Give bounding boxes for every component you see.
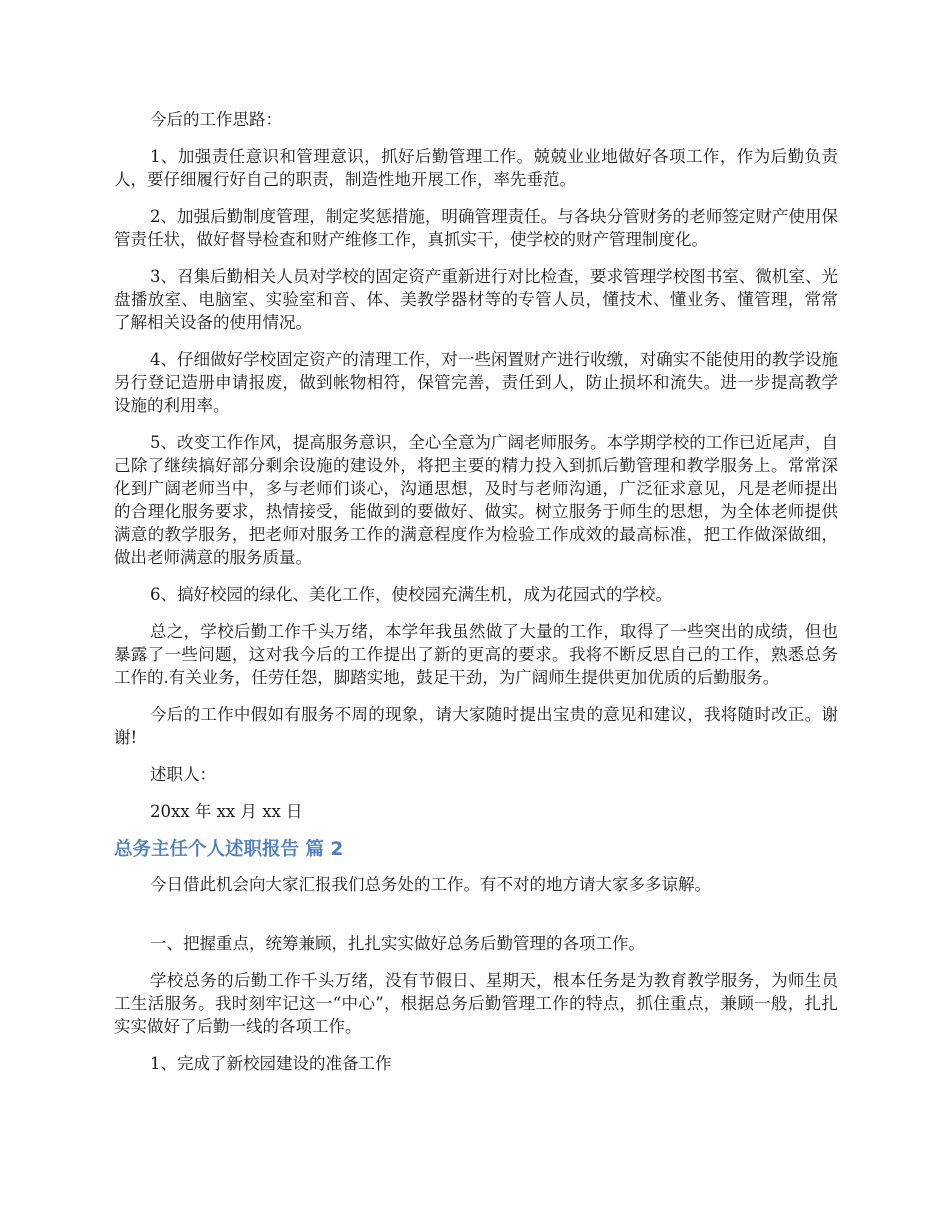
paragraph-summary: 总之，学校后勤工作千头万绪，本学年我虽然做了大量的工作，取得了一些突出的成绩，但也暴露了一些问题，这对我今后的工作提出了新的更高的要求。我将不断反思自己的工作，熟悉总务工作的.有关业务，任劳任怨，脚踏实地，鼓足干劲，为广阔师生提供更加优质的后勤服务。	[114, 622, 838, 687]
document-page	[114, 108, 838, 1089]
paragraph-closing: 今后的工作中假如有服务不周的现象，请大家随时提出宝贵的意见和建议，我将随时改正。谢谢!	[114, 705, 838, 747]
paragraph-part-1-item-1: 1、完成了新校园建设的准备工作	[150, 1054, 392, 1073]
spacer	[114, 910, 838, 932]
paragraph-item-5: 5、改变工作作风，提高服务意识，全心全意为广阔老师服务。本学期学校的工作已近尾声，自己除了继续搞好部分剩余设施的建设外，将把主要的精力投入到抓后勤管理和教学服务上。常常深化到广阔老师当中，多与老师们谈心，沟通思想，及时与老师沟通，广泛征求意见，凡是老师提出的合理化服务要求，热情接受，能做到的要做好、做实。树立服务于师生的思想，为全体老师提供满意的教学服务，把老师对服务工作的满意程度作为检验工作成效的最高标准，把工作做深做细，做出老师满意的服务质量。	[114, 433, 838, 567]
reporter-label: 述职人：	[150, 765, 216, 784]
paragraph-item-3: 3、召集后勤相关人员对学校的固定资产重新进行对比检查，要求管理学校图书室、微机室、光盘播放室、电脑室、实验室和音、体、美教学器材等的专管人员，懂技术、懂业务、懂管理，常常了解相关设备的使用情况。	[114, 267, 838, 332]
section-heading: 总务主任个人述职报告 篇 2	[114, 839, 344, 860]
paragraph-part-1-title: 一、把握重点，统筹兼顾，扎扎实实做好总务后勤管理的各项工作。	[150, 934, 645, 953]
paragraph-intro: 今日借此机会向大家汇报我们总务处的工作。有不对的地方请大家多多谅解。	[150, 875, 711, 894]
paragraph-item-1: 1、加强责任意识和管理意识，抓好后勤管理工作。兢兢业业地做好各项工作，作为后勤负责人，要仔细履行好自己的职责，制造性地开展工作，率先垂范。	[114, 147, 838, 189]
paragraph-part-1-body: 学校总务的后勤工作千头万绪，没有节假日、星期天，根本任务是为教育教学服务，为师生员工生活服务。我时刻牢记这一“中心”，根据总务后勤管理工作的特点，抓住重点，兼顾一般，扎扎实实做好了后勤一线的各项工作。	[114, 971, 838, 1036]
paragraph-item-2: 2、加强后勤制度管理，制定奖惩措施，明确管理责任。与各块分管财务的老师签定财产使用保管责任状，做好督导检查和财产维修工作，真抓实干，使学校的财产管理制度化。	[114, 207, 838, 249]
paragraph-work-ideas-title: 今后的工作思路：	[150, 110, 282, 129]
report-date: 20xx 年 xx 月 xx 日	[150, 802, 303, 821]
paragraph-item-6: 6、搞好校园的绿化、美化工作，使校园充满生机，成为花园式的学校。	[150, 585, 672, 604]
paragraph-item-4: 4、仔细做好学校固定资产的清理工作，对一些闲置财产进行收缴，对确实不能使用的教学设施另行登记造册申请报废，做到帐物相符，保管完善，责任到人，防止损坏和流失。进一步提高教学设施的利用率。	[114, 350, 838, 415]
